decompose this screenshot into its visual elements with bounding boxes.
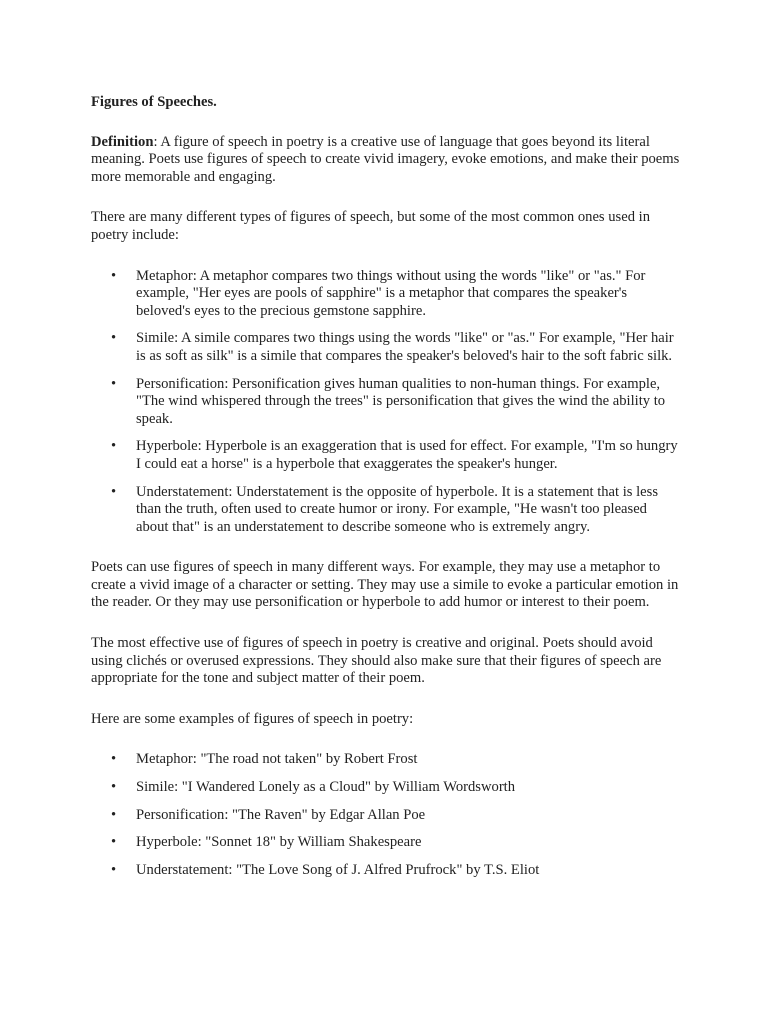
examples-intro-paragraph: Here are some examples of figures of speech in poetry: [91, 710, 414, 727]
bullet-icon: • [111, 483, 117, 500]
example-item-text: Metaphor: "The road not taken" by Robert Frost [136, 751, 418, 768]
examples-list [91, 751, 681, 879]
definition-text: : A figure of speech in poetry is a creative use of language that goes beyond its literal meaning. Poets use figures of speech to create vivid imagery, evoke emotions, and make their poems more memorable and engaging. [91, 133, 680, 185]
list-item-personification [91, 376, 681, 429]
bullet-icon: • [111, 267, 117, 284]
intro-paragraph: There are many different types of figures of speech, but some of the most common ones used in poetry include: [91, 209, 651, 243]
example-item-text: Simile: "I Wandered Lonely as a Cloud" by William Wordsworth [136, 779, 516, 796]
example-item-understatement [91, 862, 681, 880]
example-item-text: Understatement: "The Love Song of J. Alfred Prufrock" by T.S. Eliot [136, 861, 540, 878]
list-item-understatement [91, 484, 681, 537]
usage-paragraph: Poets can use figures of speech in many different ways. For example, they may use a metaphor to create a vivid image of a character or setting. They may use a simile to evoke a particular emotion in the reader. Or they may use personification or hyperbole to add humor or interest to their poem. [91, 559, 679, 611]
example-item-text: Personification: "The Raven" by Edgar Allan Poe [136, 806, 426, 823]
example-item-hyperbole [91, 834, 681, 852]
document-body [91, 94, 681, 902]
list-item-text: Simile: A simile compares two things using the words "like" or "as." For example, "Her hair is as soft as silk" is a simile that compares the speaker's beloved's hair to the soft fabric silk. [136, 330, 674, 364]
example-item-personification [91, 807, 681, 825]
bullet-icon: • [111, 375, 117, 392]
list-item-text: Hyperbole: Hyperbole is an exaggeration that is used for effect. For example, "I'm so hungry I could eat a horse" is a hyperbole that exaggerates the speaker's hunger. [136, 438, 678, 472]
types-list [91, 268, 681, 537]
bullet-icon: • [111, 779, 117, 796]
example-item-text: Hyperbole: "Sonnet 18" by William Shakespeare [136, 834, 422, 851]
example-item-metaphor [91, 751, 681, 769]
bullet-icon: • [111, 806, 117, 823]
list-item-text: Personification: Personification gives human qualities to non-human things. For example, "The wind whispered through the trees" is personification that gives the wind the ability to speak. [136, 375, 666, 427]
bullet-icon: • [111, 330, 117, 347]
definition-paragraph [91, 134, 681, 187]
definition-label: Definition [91, 133, 154, 150]
document-title: Figures of Speeches. [91, 94, 217, 110]
bullet-icon: • [111, 861, 117, 878]
list-item-metaphor [91, 268, 681, 321]
effective-use-paragraph: The most effective use of figures of speech in poetry is creative and original. Poets should avoid using clichés or overused expressions. They should also make sure that their figures of speech are appropriate for the tone and subject matter of their poem. [91, 635, 662, 687]
bullet-icon: • [111, 751, 117, 768]
list-item-simile [91, 330, 681, 365]
list-item-text: Metaphor: A metaphor compares two things without using the words "like" or "as." For example, "Her eyes are pools of sapphire" is a metaphor that compares the speaker's beloved's eyes to the precious gemstone sapphire. [136, 267, 646, 319]
list-item-text: Understatement: Understatement is the opposite of hyperbole. It is a statement that is less than the truth, often used to create humor or irony. For example, "He wasn't too pleased about that" is an understatement to describe someone who is extremely angry. [136, 483, 659, 535]
bullet-icon: • [111, 834, 117, 851]
list-item-hyperbole [91, 438, 681, 473]
bullet-icon: • [111, 438, 117, 455]
example-item-simile [91, 779, 681, 797]
